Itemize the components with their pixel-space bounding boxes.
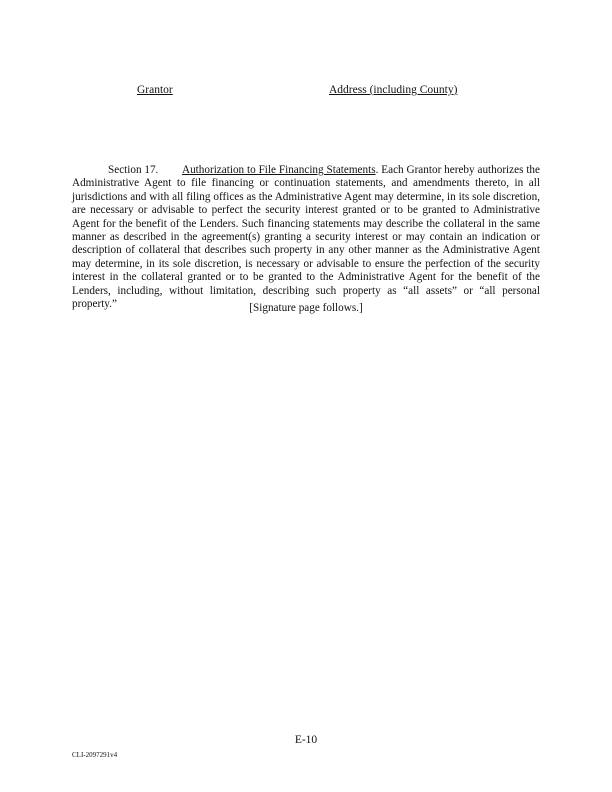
- section-17-paragraph: [72, 164, 540, 311]
- grantor-column-header: Grantor: [137, 84, 173, 96]
- page-number: E-10: [294, 734, 318, 746]
- address-column-header: Address (including County): [329, 84, 458, 96]
- section-title: Authorization to File Financing Statements: [182, 164, 376, 176]
- section-body: . Each Grantor hereby authorizes the Administrative Agent to file financing or continuation statements, and amendments thereto, in all jurisdictions and with all filing offices as the Administrative Agent may determine, in its sole discretion, are necessary or advisable to perfect the security interest granted or to be granted to Administrative Agent for the benefit of the Lenders. Such financing statements may describe the collateral in the same manner as described in the agreement(s) granting a security interest or may contain an indication or description of collateral that describes such property in any other manner as the Administrative Agent may determine, in its sole discretion, is necessary or advisable to ensure the perfection of the security interest in the collateral granted or to be granted to the Administrative Agent for the benefit of the Lenders, including, without limitation, describing such property as “all assets” or “all personal property.”: [72, 164, 540, 311]
- document-id: CLI-2097291v4: [72, 751, 118, 759]
- section-number: Section 17.: [108, 164, 159, 176]
- signature-page-note: [Signature page follows.]: [249, 302, 363, 314]
